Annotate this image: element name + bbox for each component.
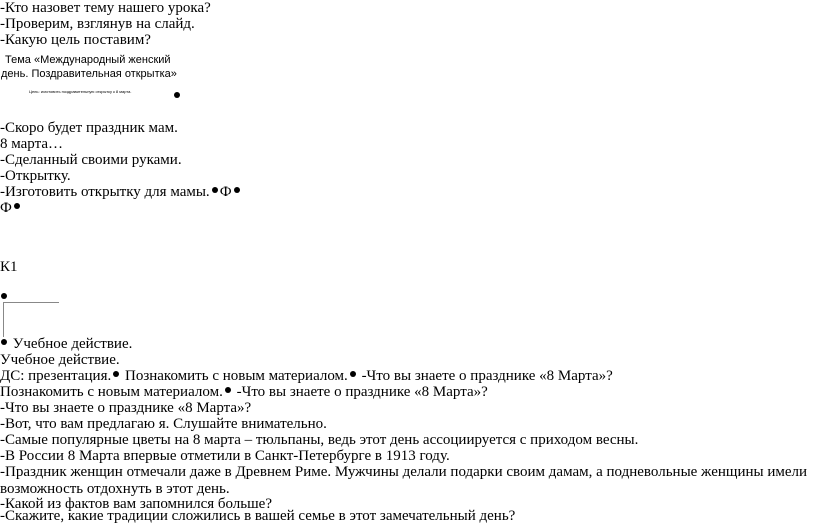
ds-prefix: ДС: презентация. (0, 368, 112, 384)
question-fact: -Какой из фактов вам запомнился больше? (0, 496, 272, 512)
marker-f-line (0, 200, 22, 217)
marker-f: Ф (219, 184, 232, 200)
answer-date: 8 марта… (0, 136, 63, 152)
answer-goal-text: -Изготовить открытку для мамы. (0, 184, 210, 200)
intro-material-line (0, 384, 488, 401)
fact-rome: -Праздник женщин отмечали даже в Древнем Риме. Мужчины делали подарки своим дамам, а подневольные женщины имели возможность отдохнуть в этот день. (0, 464, 808, 497)
learning-action-repeat: Учебное действие. (0, 352, 120, 368)
answer-goal-line (0, 184, 242, 201)
question-topic: -Кто назовет тему нашего урока? (0, 0, 211, 16)
answer-handmade: -Сделанный своими руками. (0, 152, 182, 168)
fact-tulips: -Самые популярные цветы на 8 марта – тюльпаны, ведь этот день ассоциируется с приходом весны. (0, 432, 639, 448)
marker-k1: К1 (0, 259, 18, 275)
question-goal: -Какую цель поставим? (0, 32, 151, 48)
bullet-icon (234, 187, 240, 193)
learning-action-text: Учебное действие. (12, 336, 133, 352)
holiday-question: -Что вы знаете о празднике «8 Марта»? (236, 384, 488, 400)
bullet-icon (350, 371, 356, 377)
ds-middle: Познакомить с новым материалом. (124, 368, 348, 384)
marker-f: Ф (0, 200, 12, 216)
bullet-icon (174, 92, 180, 98)
listen-line: -Вот, что вам предлагаю я. Слушайте внимательно. (0, 416, 327, 432)
slide-title-text: Тема «Международный женский день. Поздравительная открытка» (1, 54, 177, 80)
ds-line (0, 368, 613, 385)
bullet-icon (1, 339, 7, 345)
ds-question: -Что вы знаете о празднике «8 Марта»? (361, 368, 613, 384)
frame-box (3, 302, 59, 337)
question-traditions: -Скажите, какие традиции сложились в вашей семье в этот замечательный день? (0, 508, 516, 524)
fact-russia: -В России 8 Марта впервые отметили в Санкт-Петербурге в 1913 году. (0, 448, 450, 464)
bullet-icon (225, 387, 231, 393)
learning-action-line (0, 336, 132, 353)
intro-material-text: Познакомить с новым материалом. (0, 384, 223, 400)
answer-card: -Открытку. (0, 168, 71, 184)
bullet-icon (212, 187, 218, 193)
check-slide-line: -Проверим, взглянув на слайд. (0, 16, 195, 32)
slide-goal-text: Цель: изготовить поздравительную открытку к 8 марта. (29, 89, 132, 94)
bullet-icon (1, 293, 7, 299)
bullet-icon (113, 371, 119, 377)
bullet-icon (14, 203, 20, 209)
answer-holiday: -Скоро будет праздник мам. (0, 120, 178, 136)
holiday-question-line: -Что вы знаете о празднике «8 Марта»? (0, 400, 252, 416)
